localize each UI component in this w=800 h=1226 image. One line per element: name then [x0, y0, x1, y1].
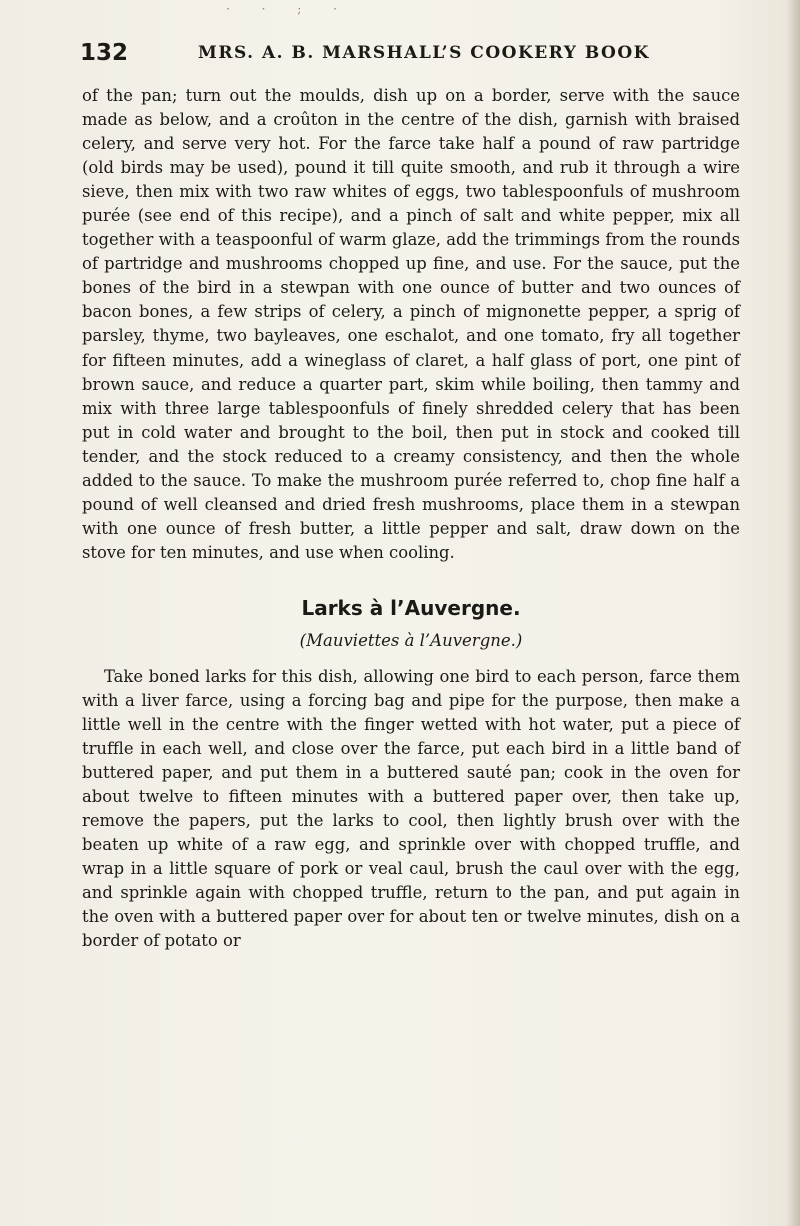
stray-print-marks: · · ; ·: [226, 2, 351, 16]
recipe-title: Larks à l’Auvergne.: [301, 595, 521, 620]
continued-paragraph: of the pan; turn out the moulds, dish up on a border, serve with the sauce made as below, and a croûton in the centre of the dish, garnish with braised celery, and serve very hot. For the farce take half a pound of raw partridge (old birds may be used), pound it till quite smooth, and rub it through a wire sieve, then mix with two raw whites of eggs, two tablespoonfuls of mushroom purée (see end of this recipe), and a pinch of salt and white pepper, mix all together with a teaspoonful of warm glaze, add the trimmings from the rounds of partridge and mushrooms chopped up fine, and use. For the sauce, put the bones of the bird in a stewpan with one ounce of butter and two ounces of bacon bones, a few strips of celery, a pinch of mignonette pepper, a sprig of parsley, thyme, two bayleaves, one eschalot, and one tomato, fry all together for fifteen minutes, add a wineglass of claret, a half glass of port, one pint of brown sauce, and reduce a quarter part, skim while boiling, then tammy and mix with three large tablespoonfuls of finely shredded celery that has been put in cold water and brought to the boil, then put in stock and cooked till tender, and the stock reduced to a creamy consistency, and then the whole added to the sauce. To make the mushroom purée referred to, chop fine half a pound of well cleansed and dried fresh mushrooms, place them in a stewpan with one ounce of fresh butter, a little pepper and salt, draw down on the stove for ten minutes, and use when cooling.: [82, 86, 740, 562]
page-number: 132: [80, 40, 129, 66]
page-body: [82, 84, 740, 954]
page-edge-shadow: [786, 0, 800, 1226]
recipe-subtitle: (Mauviettes à l’Auvergne.): [299, 630, 523, 650]
page-header: [80, 40, 740, 76]
recipe-paragraph: Take boned larks for this dish, allowing one bird to each person, farce them with a liver farce, using a forcing bag and pipe for the purpose, then make a little well in the centre with the finger wetted with hot water, put a piece of truffle in each well, and close over the farce, put each bird in a little band of buttered paper, and put them in a buttered sauté pan; cook in the oven for about twelve to fifteen minutes with a buttered paper over, then take up, remove the papers, put the larks to cool, then lightly brush over with the beaten up white of a raw egg, and sprinkle over with chopped truffle, and wrap in a little square of pork or veal caul, brush the caul over with the egg, and sprinkle again with chopped truffle, return to the pan, and put again in the oven with a buttered paper over for about ten or twelve minutes, dish on a border of potato or: [82, 666, 740, 951]
running-head: MRS. A. B. MARSHALL’S COOKERY BOOK: [198, 43, 650, 63]
